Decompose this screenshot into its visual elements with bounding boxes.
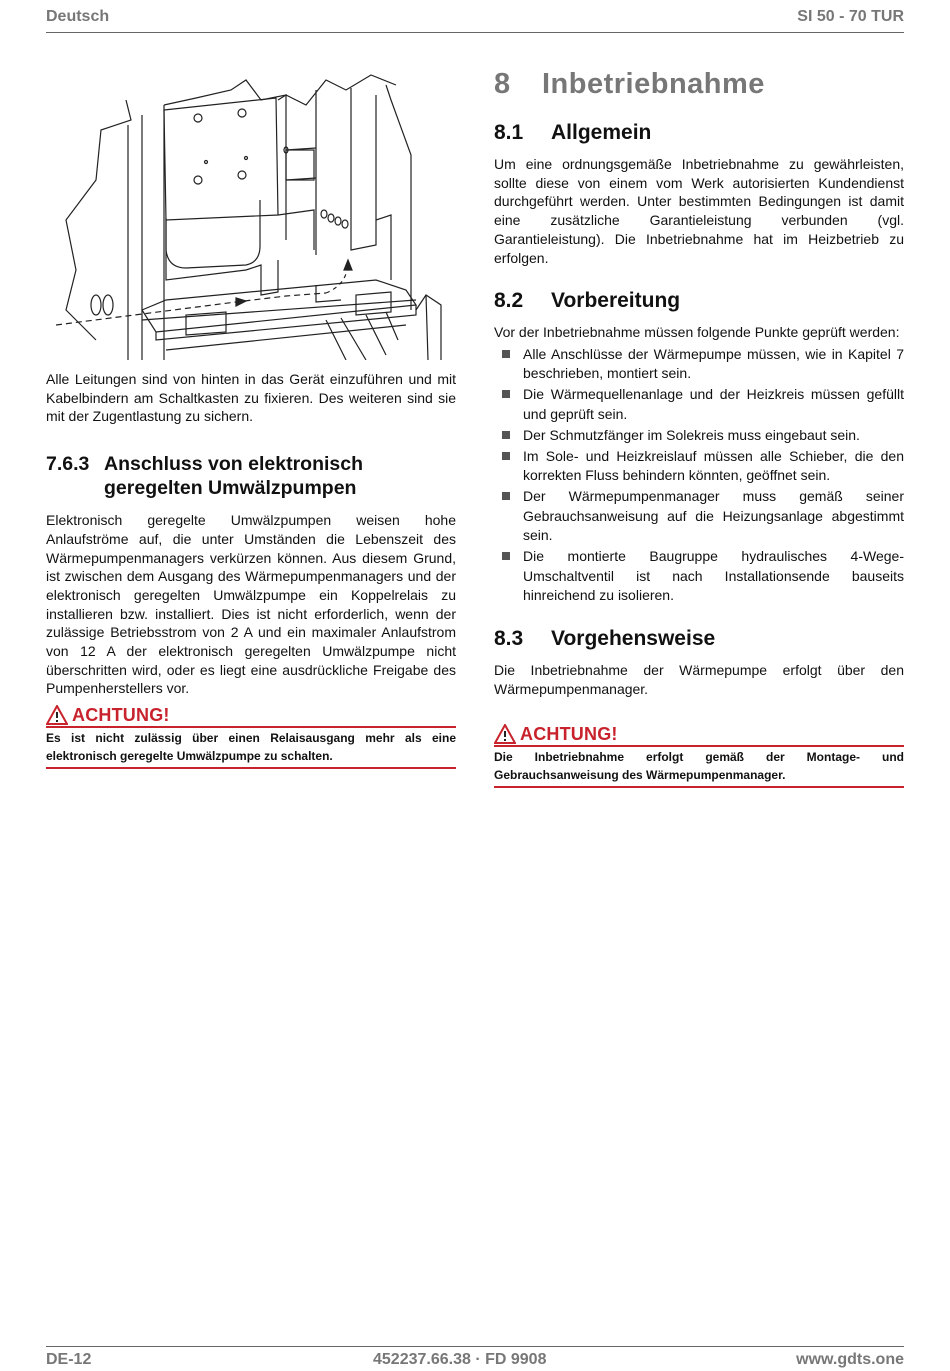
list-item: Die montierte Baugruppe hydraulisches 4-Wege-Umschaltventil ist nach Installationsende bauseits hinreichend zu isolieren. (494, 547, 904, 606)
bullet-square-icon (502, 390, 510, 398)
section-82-number: 8.2 (494, 289, 524, 313)
footer-website: www.gdts.one (796, 1351, 904, 1368)
left-warning-label: ACHTUNG! (72, 704, 170, 725)
installation-figure (46, 70, 456, 360)
bullet-square-icon (502, 452, 510, 460)
right-column (494, 68, 904, 699)
list-item: Die Wärmequellenanlage und der Heizkreis müssen gefüllt und geprüft sein. (494, 385, 904, 424)
list-item: Im Sole- und Heizkreislauf müssen alle Schieber, die den korrekten Fluss behindern könnten, geöffnet sein. (494, 447, 904, 486)
left-warning-box (46, 704, 456, 769)
section-83-heading (494, 627, 904, 651)
warning-triangle-icon (494, 724, 516, 744)
section-763-title-line1: Anschluss von elektronisch (104, 453, 363, 476)
right-warning-header (494, 723, 904, 747)
section-81-heading (494, 121, 904, 145)
bullet-square-icon (502, 431, 510, 439)
right-warning-box (494, 723, 904, 788)
section-763-number: 7.6.3 (46, 453, 90, 476)
left-column (46, 370, 456, 698)
chapter-heading (494, 68, 904, 101)
section-83-number: 8.3 (494, 627, 524, 651)
bullet-square-icon (502, 552, 510, 560)
list-item: Der Wärmepumpenmanager muss gemäß seiner Gebrauchsanweisung auf die Heizungsanlage abgestimmt sein. (494, 487, 904, 546)
left-warning-text: Es ist nicht zulässig über einen Relaisausgang mehr als eine elektronisch geregelte Umwälzpumpe zu schalten. (46, 728, 456, 769)
bullet-square-icon (502, 350, 510, 358)
header-language: Deutsch (46, 8, 110, 25)
section-81-title: Allgemein (551, 121, 652, 144)
list-item: Alle Anschlüsse der Wärmepumpe müssen, wie in Kapitel 7 beschrieben, montiert sein. (494, 345, 904, 384)
section-83-body: Die Inbetriebnahme der Wärmepumpe erfolgt über den Wärmepumpenmanager. (494, 662, 904, 698)
section-81-number: 8.1 (494, 121, 524, 144)
left-warning-header (46, 704, 456, 728)
list-item: Der Schmutzfänger im Solekreis muss eingebaut sein. (494, 426, 904, 446)
right-warning-text: Die Inbetriebnahme erfolgt gemäß der Montage- und Gebrauchsanweisung des Wärmepumpenmanager. (494, 747, 904, 788)
footer-page-number: DE-12 (46, 1351, 92, 1368)
right-warning-label: ACHTUNG! (520, 723, 618, 744)
section-82-title: Vorbereitung (551, 289, 681, 313)
footer-doc-number: 452237.66.38 · FD 9908 (373, 1351, 547, 1368)
bullet-square-icon (502, 492, 510, 500)
section-763-title-line2: geregelten Umwälzpumpen (104, 477, 357, 500)
section-82-heading (494, 289, 904, 313)
figure-caption-text: Alle Leitungen sind von hinten in das Gerät einzuführen und mit Kabelbindern am Schaltkasten zu fixieren. Des weiteren sind sie mit der Zugentlastung zu sichern. (46, 371, 456, 425)
page-footer (46, 1346, 904, 1371)
chapter-number: 8 (494, 68, 511, 100)
section-763-body: Elektronisch geregelte Umwälzpumpen weisen hohe Anlaufströme auf, die unter Umständen die Lebenszeit des Wärmepumpenmanagers verkürzen können. Aus diesem Grund, ist zwischen dem Ausgang des Wärmepumpenmanagers und der elektronisch geregelten Umwälzpumpe ein Koppelrelais zu installieren bzw. installiert. Dies ist nicht erforderlich, wenn der zulässige Betriebsstrom von 2 A und ein maximaler Anlaufstrom von 12 A der elektronisch geregelten Umwälzpumpe nicht überschritten wird, oder es liegt eine ausdrückliche Freigabe des Pumpenherstellers vor. (46, 512, 456, 697)
header-model: SI 50 - 70 TUR (797, 8, 904, 25)
section-81-body: Um eine ordnungsgemäße Inbetriebnahme zu gewährleisten, sollte diese von einem vom Werk autorisierten Kundendienst durchgeführt werden. Unter bestimmten Bedingungen ist damit eine zusätzliche Garantieleistung verbunden (vgl. Garantieleistung). Die Inbetriebnahme hat im Heizbetrieb zu erfolgen. (494, 156, 904, 266)
section-82-intro: Vor der Inbetriebnahme müssen folgende Punkte geprüft werden: (494, 324, 900, 341)
section-82-checklist (494, 345, 904, 606)
warning-triangle-icon (46, 705, 68, 725)
chapter-title: Inbetriebnahme (542, 68, 765, 100)
page-header (46, 6, 904, 33)
section-763-heading (46, 452, 456, 500)
section-83-title: Vorgehensweise (551, 627, 716, 651)
